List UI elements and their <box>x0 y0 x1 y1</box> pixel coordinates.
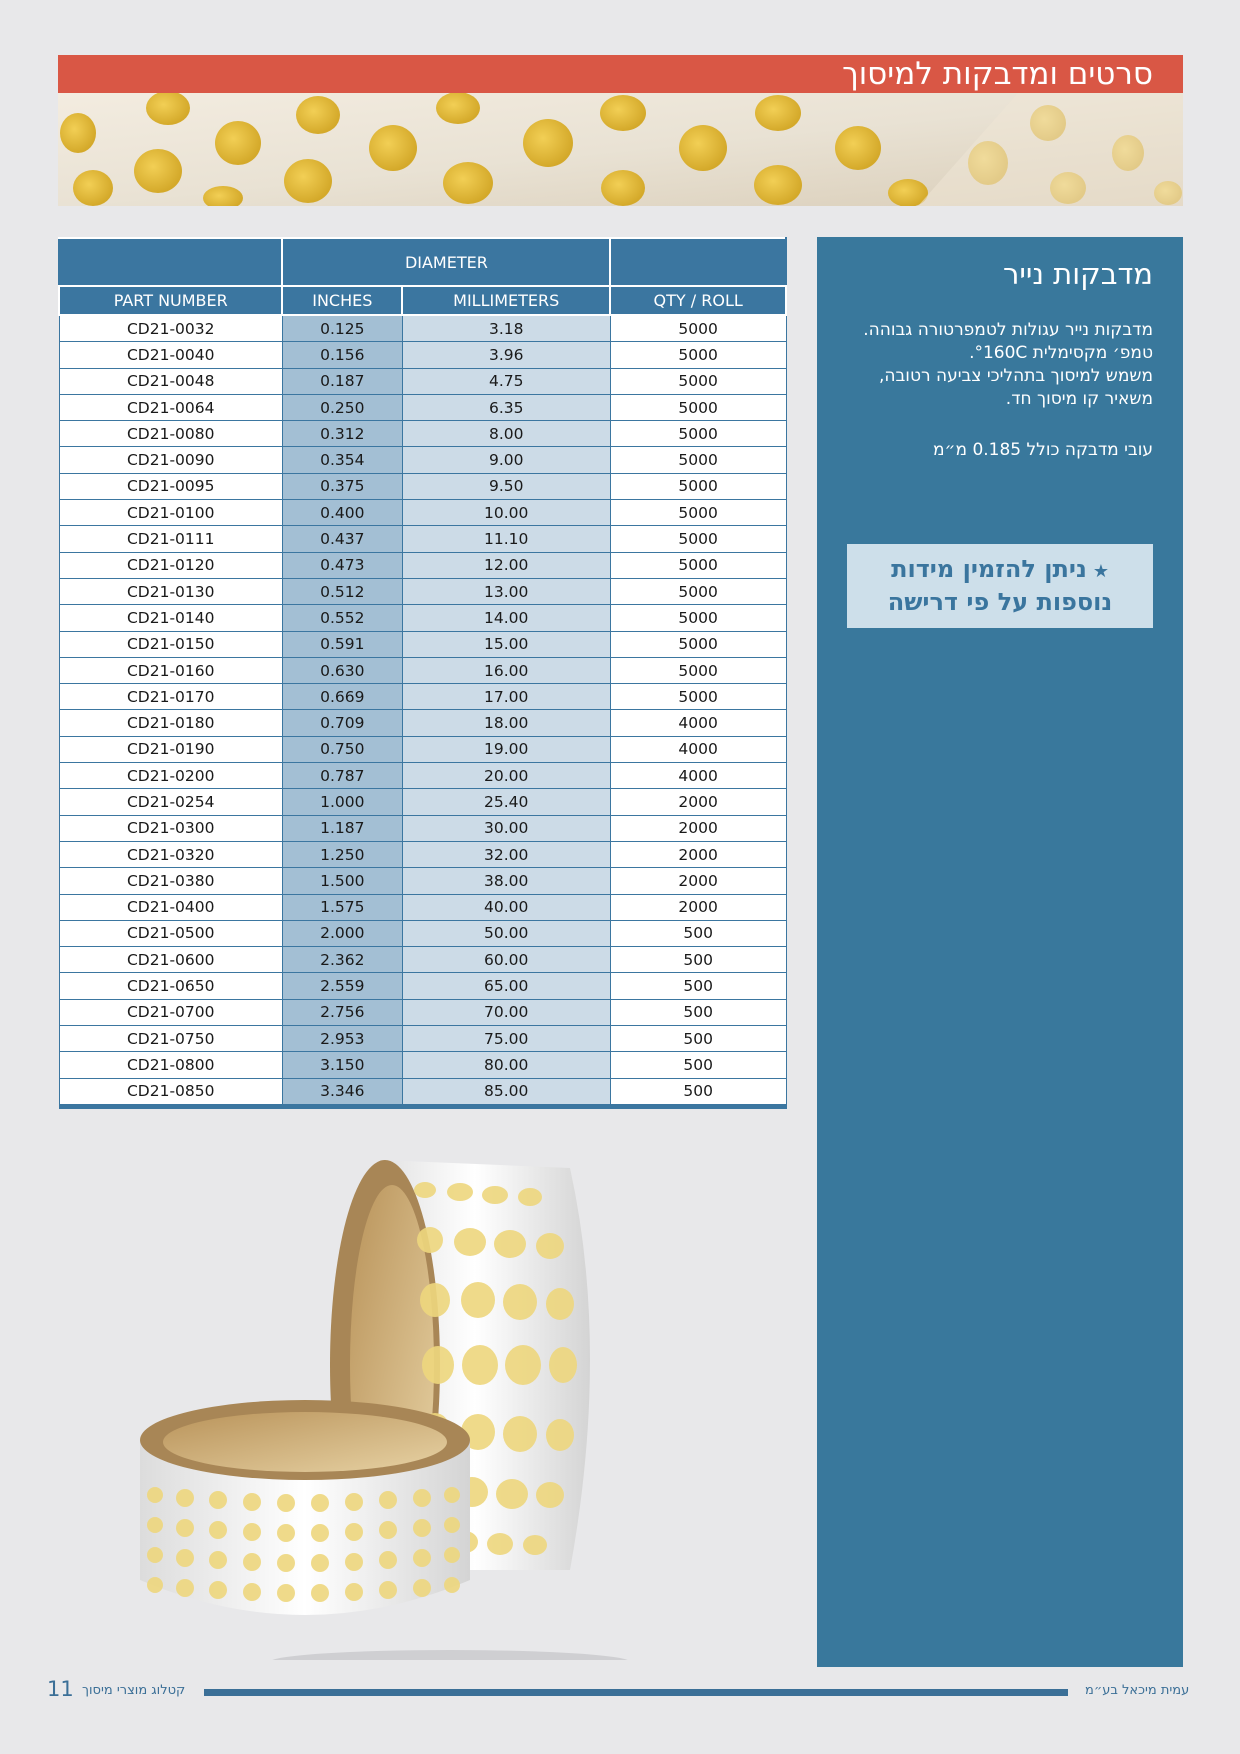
qty-roll-cell: 5000 <box>610 473 786 499</box>
table-row <box>59 1052 786 1078</box>
millimeters-cell: 19.00 <box>402 736 610 762</box>
table-row <box>59 394 786 420</box>
inches-cell: 0.375 <box>282 473 402 499</box>
desc-line: מדבקות נייר עגולות לטמפרטורה גבוהה. <box>863 320 1153 340</box>
header-blank-left <box>59 238 282 286</box>
part-number-cell: CD21-0300 <box>59 815 282 841</box>
millimeters-cell: 12.00 <box>402 552 610 578</box>
qty-roll-cell: 500 <box>610 973 786 999</box>
qty-roll-cell: 5000 <box>610 578 786 604</box>
millimeters-cell: 3.18 <box>402 315 610 342</box>
part-number-cell: CD21-0120 <box>59 552 282 578</box>
company-name: עמית מיכאל בע״מ <box>1085 1683 1190 1698</box>
table-row <box>59 578 786 604</box>
table-row <box>59 315 786 342</box>
qty-roll-cell: 500 <box>610 947 786 973</box>
millimeters-cell: 6.35 <box>402 394 610 420</box>
millimeters-cell: 20.00 <box>402 763 610 789</box>
inches-cell: 0.400 <box>282 500 402 526</box>
inches-cell: 0.354 <box>282 447 402 473</box>
table-row <box>59 473 786 499</box>
millimeters-cell: 38.00 <box>402 868 610 894</box>
table-row <box>59 815 786 841</box>
note-line-1 <box>888 554 1113 587</box>
millimeters-cell: 50.00 <box>402 920 610 946</box>
table-row <box>59 684 786 710</box>
table-row <box>59 710 786 736</box>
thickness-note: עובי מדבקה כולל 0.185 מ״מ <box>932 440 1153 460</box>
qty-roll-cell: 2000 <box>610 841 786 867</box>
part-number-cell: CD21-0800 <box>59 1052 282 1078</box>
part-number-cell: CD21-0500 <box>59 920 282 946</box>
page-number: 11 <box>47 1677 74 1701</box>
millimeters-cell: 9.00 <box>402 447 610 473</box>
desc-line: משאיר קו מיסוך חד. <box>1005 389 1153 409</box>
qty-roll-cell: 2000 <box>610 789 786 815</box>
inches-cell: 2.000 <box>282 920 402 946</box>
header-qty-roll: QTY / ROLL <box>610 286 786 315</box>
qty-roll-cell: 5000 <box>610 447 786 473</box>
millimeters-cell: 25.40 <box>402 789 610 815</box>
inches-cell: 2.362 <box>282 947 402 973</box>
inches-cell: 1.250 <box>282 841 402 867</box>
table-group-header-row <box>59 238 786 286</box>
note-line-1-text: ניתן להזמין מידות <box>891 555 1087 583</box>
star-icon: ★ <box>1092 561 1109 582</box>
millimeters-cell: 32.00 <box>402 841 610 867</box>
inches-cell: 0.787 <box>282 763 402 789</box>
millimeters-cell: 18.00 <box>402 710 610 736</box>
table-row <box>59 342 786 368</box>
table-row <box>59 1078 786 1106</box>
part-number-cell: CD21-0400 <box>59 894 282 920</box>
table-row <box>59 789 786 815</box>
part-number-cell: CD21-0100 <box>59 500 282 526</box>
table-row <box>59 763 786 789</box>
table-row <box>59 552 786 578</box>
qty-roll-cell: 500 <box>610 1026 786 1052</box>
table-column-header-row <box>59 286 786 315</box>
side-description <box>833 319 1153 411</box>
part-number-cell: CD21-0320 <box>59 841 282 867</box>
part-number-cell: CD21-0380 <box>59 868 282 894</box>
table-row <box>59 947 786 973</box>
qty-roll-cell: 5000 <box>610 315 786 342</box>
inches-cell: 1.000 <box>282 789 402 815</box>
inches-cell: 2.559 <box>282 973 402 999</box>
header-part-number: PART NUMBER <box>59 286 282 315</box>
inches-cell: 1.500 <box>282 868 402 894</box>
inches-cell: 0.630 <box>282 657 402 683</box>
desc-line: משמש למיסוך בתהליכי צביעה רטובה, <box>878 366 1153 386</box>
inches-cell: 0.125 <box>282 315 402 342</box>
table-row <box>59 605 786 631</box>
footer-divider <box>204 1689 1068 1696</box>
part-number-cell: CD21-0700 <box>59 999 282 1025</box>
table-row <box>59 526 786 552</box>
qty-roll-cell: 5000 <box>610 421 786 447</box>
part-number-cell: CD21-0032 <box>59 315 282 342</box>
part-number-cell: CD21-0850 <box>59 1078 282 1106</box>
header-blank-right <box>610 238 786 286</box>
inches-cell: 0.709 <box>282 710 402 736</box>
millimeters-cell: 15.00 <box>402 631 610 657</box>
part-number-cell: CD21-0200 <box>59 763 282 789</box>
part-number-cell: CD21-0190 <box>59 736 282 762</box>
qty-roll-cell: 5000 <box>610 394 786 420</box>
millimeters-cell: 40.00 <box>402 894 610 920</box>
millimeters-cell: 30.00 <box>402 815 610 841</box>
inches-cell: 0.250 <box>282 394 402 420</box>
spec-table <box>58 237 787 1109</box>
table-row <box>59 868 786 894</box>
millimeters-cell: 16.00 <box>402 657 610 683</box>
qty-roll-cell: 500 <box>610 920 786 946</box>
part-number-cell: CD21-0048 <box>59 368 282 394</box>
part-number-cell: CD21-0140 <box>59 605 282 631</box>
inches-cell: 0.669 <box>282 684 402 710</box>
inches-cell: 2.953 <box>282 1026 402 1052</box>
qty-roll-cell: 4000 <box>610 710 786 736</box>
part-number-cell: CD21-0150 <box>59 631 282 657</box>
inches-cell: 0.473 <box>282 552 402 578</box>
inches-cell: 0.512 <box>282 578 402 604</box>
qty-roll-cell: 2000 <box>610 815 786 841</box>
inches-cell: 0.187 <box>282 368 402 394</box>
inches-cell: 0.591 <box>282 631 402 657</box>
table-row <box>59 500 786 526</box>
qty-roll-cell: 5000 <box>610 342 786 368</box>
qty-roll-cell: 5000 <box>610 526 786 552</box>
table-row <box>59 973 786 999</box>
custom-sizes-note <box>847 544 1153 628</box>
part-number-cell: CD21-0600 <box>59 947 282 973</box>
qty-roll-cell: 500 <box>610 1078 786 1106</box>
millimeters-cell: 10.00 <box>402 500 610 526</box>
header-banner <box>58 55 1183 206</box>
catalog-name: קטלוג מוצרי מיסוך <box>82 1683 186 1698</box>
millimeters-cell: 8.00 <box>402 421 610 447</box>
inches-cell: 3.150 <box>282 1052 402 1078</box>
inches-cell: 3.346 <box>282 1078 402 1106</box>
side-title: מדבקות נייר <box>1003 257 1153 291</box>
qty-roll-cell: 5000 <box>610 368 786 394</box>
table-row <box>59 368 786 394</box>
table-row <box>59 841 786 867</box>
qty-roll-cell: 2000 <box>610 868 786 894</box>
qty-roll-cell: 5000 <box>610 631 786 657</box>
millimeters-cell: 60.00 <box>402 947 610 973</box>
part-number-cell: CD21-0080 <box>59 421 282 447</box>
qty-roll-cell: 4000 <box>610 763 786 789</box>
table-row <box>59 447 786 473</box>
qty-roll-cell: 5000 <box>610 684 786 710</box>
page-title: סרטים ומדבקות למיסוך <box>58 55 1183 93</box>
note-line-2: נוספות על פי דרישה <box>887 588 1113 616</box>
millimeters-cell: 80.00 <box>402 1052 610 1078</box>
part-number-cell: CD21-0040 <box>59 342 282 368</box>
part-number-cell: CD21-0180 <box>59 710 282 736</box>
part-number-cell: CD21-0650 <box>59 973 282 999</box>
millimeters-cell: 4.75 <box>402 368 610 394</box>
banner-photo <box>58 93 1183 206</box>
millimeters-cell: 17.00 <box>402 684 610 710</box>
header-millimeters: MILLIMETERS <box>402 286 610 315</box>
inches-cell: 0.437 <box>282 526 402 552</box>
millimeters-cell: 13.00 <box>402 578 610 604</box>
qty-roll-cell: 5000 <box>610 605 786 631</box>
table-row <box>59 920 786 946</box>
inches-cell: 0.156 <box>282 342 402 368</box>
table-row <box>59 631 786 657</box>
qty-roll-cell: 4000 <box>610 736 786 762</box>
qty-roll-cell: 500 <box>610 999 786 1025</box>
part-number-cell: CD21-0064 <box>59 394 282 420</box>
table-row <box>59 421 786 447</box>
table-row <box>59 999 786 1025</box>
inches-cell: 1.575 <box>282 894 402 920</box>
header-diameter: DIAMETER <box>282 238 610 286</box>
inches-cell: 1.187 <box>282 815 402 841</box>
millimeters-cell: 11.10 <box>402 526 610 552</box>
qty-roll-cell: 2000 <box>610 894 786 920</box>
header-inches: INCHES <box>282 286 402 315</box>
qty-roll-cell: 5000 <box>610 657 786 683</box>
inches-cell: 2.756 <box>282 999 402 1025</box>
part-number-cell: CD21-0170 <box>59 684 282 710</box>
inches-cell: 0.750 <box>282 736 402 762</box>
table-row <box>59 736 786 762</box>
millimeters-cell: 85.00 <box>402 1078 610 1106</box>
qty-roll-cell: 5000 <box>610 500 786 526</box>
millimeters-cell: 70.00 <box>402 999 610 1025</box>
part-number-cell: CD21-0160 <box>59 657 282 683</box>
part-number-cell: CD21-0111 <box>59 526 282 552</box>
millimeters-cell: 9.50 <box>402 473 610 499</box>
table-row <box>59 657 786 683</box>
millimeters-cell: 3.96 <box>402 342 610 368</box>
side-panel <box>817 237 1183 1667</box>
part-number-cell: CD21-0130 <box>59 578 282 604</box>
millimeters-cell: 65.00 <box>402 973 610 999</box>
inches-cell: 0.312 <box>282 421 402 447</box>
part-number-cell: CD21-0254 <box>59 789 282 815</box>
qty-roll-cell: 500 <box>610 1052 786 1078</box>
spec-table-body <box>59 315 786 1106</box>
millimeters-cell: 14.00 <box>402 605 610 631</box>
table-row <box>59 894 786 920</box>
product-rolls-photo <box>140 1150 700 1660</box>
part-number-cell: CD21-0095 <box>59 473 282 499</box>
inches-cell: 0.552 <box>282 605 402 631</box>
part-number-cell: CD21-0750 <box>59 1026 282 1052</box>
table-row <box>59 1026 786 1052</box>
qty-roll-cell: 5000 <box>610 552 786 578</box>
part-number-cell: CD21-0090 <box>59 447 282 473</box>
desc-line: טמפ׳ מקסימלית 160C°. <box>969 343 1153 363</box>
millimeters-cell: 75.00 <box>402 1026 610 1052</box>
